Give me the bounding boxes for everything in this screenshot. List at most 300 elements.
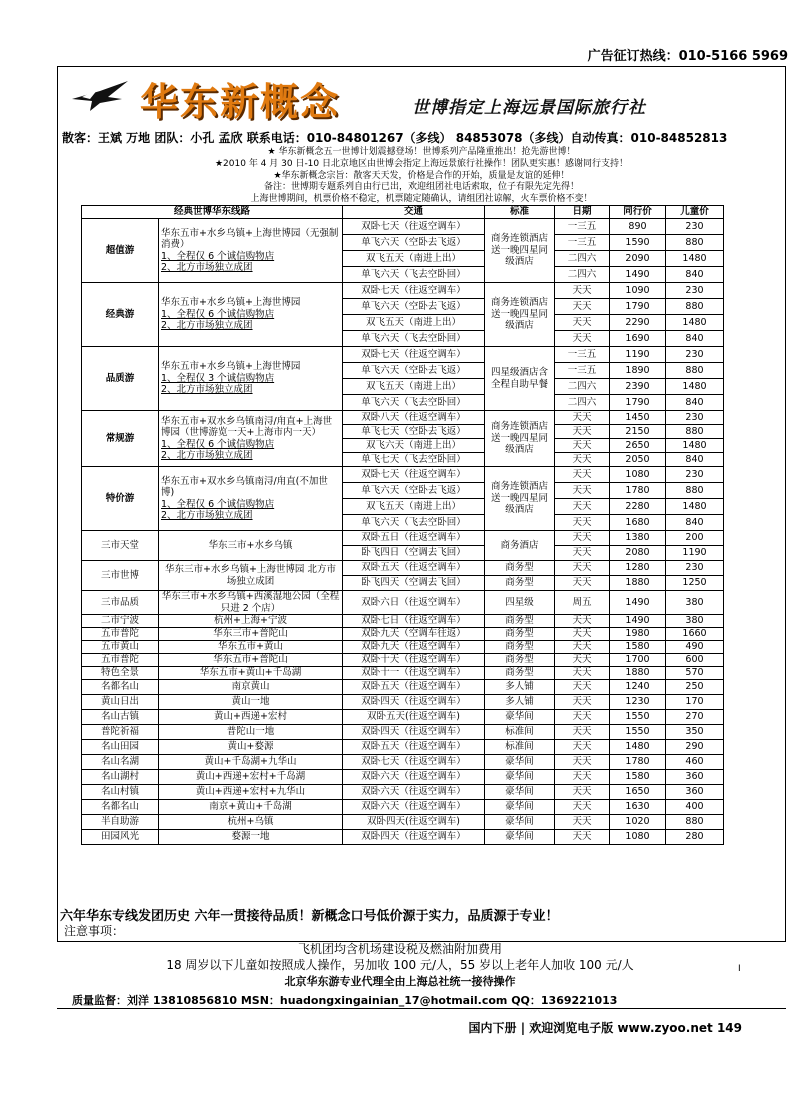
date-cell: 二四六 xyxy=(555,395,610,411)
transport-cell: 双卧六天（往返空调车） xyxy=(343,770,485,785)
short-route-desc: 普陀山一地 xyxy=(159,725,343,740)
transport-cell: 双卧四天(往返空调车) xyxy=(343,815,485,830)
price-cell: 1580 xyxy=(610,770,666,785)
header-price: 同行价 xyxy=(610,206,666,219)
short-route-name: 名都名山 xyxy=(82,680,159,695)
table-row xyxy=(82,815,724,830)
price-cell: 2050 xyxy=(610,453,666,467)
short-route-name: 半自助游 xyxy=(82,815,159,830)
header-date: 日期 xyxy=(555,206,610,219)
date-cell: 天天 xyxy=(555,740,610,755)
table-row xyxy=(82,219,724,235)
child-price-cell: 200 xyxy=(666,531,724,546)
header-child-price: 儿童价 xyxy=(666,206,724,219)
child-price-cell: 840 xyxy=(666,453,724,467)
price-cell: 1680 xyxy=(610,515,666,531)
standard-cell: 豪华间 xyxy=(485,770,555,785)
standard-cell: 商务型 xyxy=(485,615,555,628)
route-line: 1、全程仅 6 个诚信购物店 xyxy=(161,308,275,320)
short-route-name: 田园风光 xyxy=(82,830,159,845)
header-standard: 标准 xyxy=(485,206,555,219)
date-cell: 天天 xyxy=(555,800,610,815)
standard-cell: 豪华间 xyxy=(485,755,555,770)
route-cell xyxy=(159,467,343,531)
route-line: 华东五市+双水乡乌镇南浔/甪直(不加世博) xyxy=(161,475,328,498)
price-cell: 1190 xyxy=(610,347,666,363)
price-cell: 2290 xyxy=(610,315,666,331)
child-price-cell: 880 xyxy=(666,299,724,315)
price-cell: 1450 xyxy=(610,411,666,425)
child-price-cell: 380 xyxy=(666,591,724,615)
notice-line: 飞机团均含机场建设税及燃油附加费用 xyxy=(297,942,502,956)
child-price-cell: 230 xyxy=(666,467,724,483)
short-route-desc: 华东三市+水乡乌镇+上海世博园 北方市场独立成团 xyxy=(159,561,343,591)
date-cell: 一三五 xyxy=(555,347,610,363)
date-cell: 天天 xyxy=(555,710,610,725)
transport-cell: 单飞六天（飞去空卧回） xyxy=(343,267,485,283)
table-row xyxy=(82,725,724,740)
date-cell: 天天 xyxy=(555,331,610,347)
date-cell: 天天 xyxy=(555,641,610,654)
short-route-name: 三市品质 xyxy=(82,591,159,615)
short-route-name: 特色全景 xyxy=(82,667,159,680)
child-price-cell: 840 xyxy=(666,331,724,347)
date-cell: 天天 xyxy=(555,830,610,845)
transport-cell: 双卧七天（往返空调车） xyxy=(343,347,485,363)
child-price-cell: 460 xyxy=(666,755,724,770)
transport-cell: 卧飞四日（空调去飞回） xyxy=(343,546,485,561)
short-route-name: 黄山日出 xyxy=(82,695,159,710)
price-cell: 1780 xyxy=(610,755,666,770)
route-line: 华东五市+水乡乌镇+上海世博园 xyxy=(161,297,301,309)
category-cell: 超值游 xyxy=(82,219,159,283)
short-route-name: 名山村镇 xyxy=(82,785,159,800)
transport-cell: 双卧七日（往返空调车） xyxy=(343,615,485,628)
route-cell xyxy=(159,283,343,347)
route-line: 2、北方市场独立成团 xyxy=(161,384,253,396)
date-cell: 天天 xyxy=(555,283,610,299)
child-price-cell: 840 xyxy=(666,515,724,531)
transport-cell: 单飞六天（空卧去飞返） xyxy=(343,235,485,251)
child-price-cell: 250 xyxy=(666,680,724,695)
date-cell: 天天 xyxy=(555,815,610,830)
standard-cell: 商务连锁酒店送一晚四星同级酒店 xyxy=(485,411,555,467)
price-cell: 1790 xyxy=(610,299,666,315)
table-row xyxy=(82,785,724,800)
date-cell: 天天 xyxy=(555,483,610,499)
route-line: 1、全程仅 6 个诚信购物店 xyxy=(161,438,275,450)
transport-cell: 双飞五天（南进上出） xyxy=(343,251,485,267)
route-line: 1、全程仅 3 个诚信购物店 xyxy=(161,372,275,384)
child-price-cell: 230 xyxy=(666,219,724,235)
standard-cell: 商务连锁酒店送一晚四星同级酒店 xyxy=(485,467,555,531)
route-line: 2、北方市场独立成团 xyxy=(161,450,253,461)
price-cell: 1590 xyxy=(610,235,666,251)
transport-cell: 卧飞四天（空调去飞回） xyxy=(343,576,485,591)
child-price-cell: 1190 xyxy=(666,546,724,561)
date-cell: 周五 xyxy=(555,591,610,615)
price-cell: 1700 xyxy=(610,654,666,667)
price-cell: 1230 xyxy=(610,695,666,710)
price-cell: 890 xyxy=(610,219,666,235)
route-line: 1、全程仅 6 个诚信购物店 xyxy=(161,498,275,510)
child-price-cell: 600 xyxy=(666,654,724,667)
standard-cell: 商务酒店 xyxy=(485,531,555,561)
short-route-name: 名都名山 xyxy=(82,800,159,815)
route-line: 2、北方市场独立成团 xyxy=(161,262,253,273)
date-cell: 天天 xyxy=(555,546,610,561)
transport-cell: 单飞七天（飞去空卧回） xyxy=(343,453,485,467)
short-route-name: 三市世博 xyxy=(82,561,159,591)
date-cell: 天天 xyxy=(555,785,610,800)
child-price-cell: 570 xyxy=(666,667,724,680)
note-line: 上海世博期间，机票价格不稳定，机票随定随确认，请组团社谅解，火车票价格不变！ xyxy=(250,194,593,205)
table-row xyxy=(82,411,724,425)
child-price-cell: 1250 xyxy=(666,576,724,591)
standard-cell: 商务连锁酒店送一晚四星同级酒店 xyxy=(485,283,555,347)
child-price-cell: 380 xyxy=(666,615,724,628)
table-row xyxy=(82,800,724,815)
child-price-cell: 880 xyxy=(666,235,724,251)
route-line: 华东五市+水乡乌镇+上海世博园 xyxy=(161,361,301,373)
route-cell xyxy=(159,411,343,467)
ad-hotline: 广告征订热线：010-5166 5969 xyxy=(587,49,788,64)
short-route-desc: 华东三市+水乡乌镇 xyxy=(159,531,343,561)
table-row xyxy=(82,531,724,546)
transport-cell: 双卧十一（往返空调车） xyxy=(343,667,485,680)
transport-cell: 双卧十天（往返空调车） xyxy=(343,654,485,667)
transport-cell: 双卧六天（往返空调车） xyxy=(343,785,485,800)
short-route-desc: 黄山+西递+宏村+千岛湖 xyxy=(159,770,343,785)
table-row xyxy=(82,710,724,725)
standard-cell: 多人铺 xyxy=(485,695,555,710)
table-row xyxy=(82,561,724,576)
short-route-desc: 杭州+上海+宁波 xyxy=(159,615,343,628)
header-transport: 交通 xyxy=(343,206,485,219)
date-cell: 天天 xyxy=(555,299,610,315)
standard-cell: 商务型 xyxy=(485,561,555,576)
child-price-cell: 170 xyxy=(666,695,724,710)
note-line: ★华东新概念宗旨：散客天天发，价格是合作的开始，质量是友谊的延伸！ xyxy=(273,170,570,181)
transport-cell: 单飞六天（飞去空卧回） xyxy=(343,395,485,411)
short-route-name: 普陀祈福 xyxy=(82,725,159,740)
brand-subtitle: 世博指定上海远景国际旅行社 xyxy=(412,98,646,118)
price-cell: 1630 xyxy=(610,800,666,815)
price-cell: 1550 xyxy=(610,710,666,725)
route-line: 华东五市+水乡乌镇+上海世博园（无强制消费） xyxy=(161,227,339,250)
standard-cell: 商务型 xyxy=(485,628,555,641)
short-route-name: 五市普陀 xyxy=(82,654,159,667)
route-line: 1、全程仅 6 个诚信购物店 xyxy=(161,250,275,262)
child-price-cell: 360 xyxy=(666,770,724,785)
standard-cell: 豪华间 xyxy=(485,830,555,845)
transport-cell: 双卧九天（往返空调车） xyxy=(343,641,485,654)
child-price-cell: 880 xyxy=(666,815,724,830)
price-cell: 2280 xyxy=(610,499,666,515)
child-price-cell: 230 xyxy=(666,283,724,299)
short-route-name: 五市黄山 xyxy=(82,641,159,654)
short-route-name: 名山名湖 xyxy=(82,755,159,770)
child-price-cell: 1480 xyxy=(666,379,724,395)
standard-cell: 商务型 xyxy=(485,576,555,591)
table-row xyxy=(82,830,724,845)
date-cell: 一三五 xyxy=(555,235,610,251)
table-row xyxy=(82,770,724,785)
transport-cell: 双卧五天(往返空调车) xyxy=(343,710,485,725)
child-price-cell: 880 xyxy=(666,483,724,499)
price-cell: 2150 xyxy=(610,425,666,439)
price-cell: 1020 xyxy=(610,815,666,830)
price-cell: 1650 xyxy=(610,785,666,800)
transport-cell: 双卧五天（往返空调车） xyxy=(343,680,485,695)
child-price-cell: 840 xyxy=(666,395,724,411)
date-cell: 天天 xyxy=(555,315,610,331)
transport-cell: 双卧四天（往返空调车） xyxy=(343,695,485,710)
price-cell: 1080 xyxy=(610,830,666,845)
short-route-name: 名山古镇 xyxy=(82,710,159,725)
transport-cell: 双卧六天（往返空调车） xyxy=(343,800,485,815)
price-cell: 1690 xyxy=(610,331,666,347)
route-line: 2、北方市场独立成团 xyxy=(161,510,253,521)
table-row xyxy=(82,591,724,615)
date-cell: 天天 xyxy=(555,411,610,425)
standard-cell: 商务型 xyxy=(485,654,555,667)
price-cell: 2090 xyxy=(610,251,666,267)
short-route-desc: 黄山+千岛湖+九华山 xyxy=(159,755,343,770)
notice-label: 注意事项： xyxy=(64,924,125,938)
price-cell: 1090 xyxy=(610,283,666,299)
notice-line: 18 周岁以下儿童如按照成人操作，另加收 100 元/人，55 岁以上老年人加收 100 元/人 xyxy=(166,958,634,972)
standard-cell: 商务型 xyxy=(485,641,555,654)
transport-cell: 单飞七天（空卧去飞返） xyxy=(343,425,485,439)
child-price-cell: 230 xyxy=(666,347,724,363)
date-cell: 二四六 xyxy=(555,267,610,283)
transport-cell: 双飞五天（南进上出） xyxy=(343,499,485,515)
price-cell: 1550 xyxy=(610,725,666,740)
date-cell: 天天 xyxy=(555,561,610,576)
price-cell: 1490 xyxy=(610,591,666,615)
short-route-desc: 杭州+乌镇 xyxy=(159,815,343,830)
price-cell: 1980 xyxy=(610,628,666,641)
table-row xyxy=(82,615,724,628)
child-price-cell: 840 xyxy=(666,267,724,283)
standard-cell: 多人铺 xyxy=(485,680,555,695)
route-cell xyxy=(159,219,343,283)
child-price-cell: 290 xyxy=(666,740,724,755)
date-cell: 天天 xyxy=(555,576,610,591)
brand-name: 华东新概念 xyxy=(140,80,341,124)
transport-cell: 双卧八天（往返空调车） xyxy=(343,411,485,425)
date-cell: 天天 xyxy=(555,425,610,439)
short-route-name: 五市普陀 xyxy=(82,628,159,641)
category-cell: 经典游 xyxy=(82,283,159,347)
route-line: 华东五市+双水乡乌镇南浔/甪直+上海世博园（世博游览一天+上海市内一天） xyxy=(161,415,333,438)
price-cell: 1580 xyxy=(610,641,666,654)
transport-cell: 双飞六天（南进上出） xyxy=(343,439,485,453)
standard-cell: 四星级 xyxy=(485,591,555,615)
standard-cell: 豪华间 xyxy=(485,710,555,725)
date-cell: 天天 xyxy=(555,680,610,695)
transport-cell: 单飞六天（飞去空卧回） xyxy=(343,515,485,531)
price-cell: 1880 xyxy=(610,667,666,680)
date-cell: 天天 xyxy=(555,695,610,710)
child-price-cell: 270 xyxy=(666,710,724,725)
note-line: ★2010 年 4 月 30 日-10 日北京地区由世博会指定上海远景旅行社操作！团队更实惠！感谢同行支持！ xyxy=(214,158,629,169)
price-cell: 1780 xyxy=(610,483,666,499)
date-cell: 天天 xyxy=(555,439,610,453)
table-row xyxy=(82,755,724,770)
date-cell: 天天 xyxy=(555,615,610,628)
price-cell: 1890 xyxy=(610,363,666,379)
date-cell: 天天 xyxy=(555,453,610,467)
price-cell: 2390 xyxy=(610,379,666,395)
child-price-cell: 400 xyxy=(666,800,724,815)
price-cell: 1080 xyxy=(610,467,666,483)
date-cell: 二四六 xyxy=(555,251,610,267)
price-cell: 1790 xyxy=(610,395,666,411)
standard-cell: 商务型 xyxy=(485,667,555,680)
short-route-desc: 黄山+婺源 xyxy=(159,740,343,755)
table-row xyxy=(82,695,724,710)
price-cell: 1480 xyxy=(610,740,666,755)
transport-cell: 双卧七天（往返空调车） xyxy=(343,283,485,299)
price-cell: 2080 xyxy=(610,546,666,561)
child-price-cell: 490 xyxy=(666,641,724,654)
date-cell: 天天 xyxy=(555,531,610,546)
short-route-desc: 黄山+西递+宏村+九华山 xyxy=(159,785,343,800)
transport-cell: 双卧七天（往返空调车） xyxy=(343,755,485,770)
standard-cell: 豪华间 xyxy=(485,785,555,800)
price-cell: 1490 xyxy=(610,267,666,283)
category-cell: 品质游 xyxy=(82,347,159,411)
divider xyxy=(57,1008,786,1009)
date-cell: 天天 xyxy=(555,654,610,667)
short-route-desc: 南京黄山 xyxy=(159,680,343,695)
date-cell: 天天 xyxy=(555,515,610,531)
category-cell: 常规游 xyxy=(82,411,159,467)
bird-logo-icon xyxy=(70,77,130,113)
price-cell: 1380 xyxy=(610,531,666,546)
date-cell: 一三五 xyxy=(555,363,610,379)
price-cell: 2650 xyxy=(610,439,666,453)
transport-cell: 单飞六天（空卧去飞返） xyxy=(343,483,485,499)
short-route-name: 名山田园 xyxy=(82,740,159,755)
notice-line: 北京华东游专业代理全由上海总社统一接待操作 xyxy=(284,975,516,988)
table-row xyxy=(82,628,724,641)
table-row xyxy=(82,667,724,680)
slogan: 六年华东专线发团历史 六年一贯接待品质！新概念口号低价源于实力，品质源于专业！ xyxy=(60,909,559,924)
date-cell: 天天 xyxy=(555,667,610,680)
price-cell: 1240 xyxy=(610,680,666,695)
table-row xyxy=(82,283,724,299)
table-row xyxy=(82,641,724,654)
child-price-cell: 1480 xyxy=(666,439,724,453)
top-notes xyxy=(58,147,785,206)
child-price-cell: 350 xyxy=(666,725,724,740)
transport-cell: 单飞六天（空卧去飞返） xyxy=(343,363,485,379)
table-row xyxy=(82,654,724,667)
transport-cell: 双卧四天（往返空调车） xyxy=(343,830,485,845)
date-cell: 天天 xyxy=(555,725,610,740)
route-cell xyxy=(159,347,343,411)
transport-cell: 双卧五天（往返空调车） xyxy=(343,740,485,755)
transport-cell: 双卧七天（往返空调车） xyxy=(343,219,485,235)
route-price-table xyxy=(81,205,724,845)
category-cell: 特价游 xyxy=(82,467,159,531)
standard-cell: 豪华间 xyxy=(485,800,555,815)
standard-cell: 豪华间 xyxy=(485,815,555,830)
standard-cell: 四星级酒店含全程自助早餐 xyxy=(485,347,555,411)
header-route: 经典世博华东线路 xyxy=(82,206,343,219)
child-price-cell: 880 xyxy=(666,425,724,439)
transport-cell: 双卧七天（往返空调车） xyxy=(343,467,485,483)
transport-cell: 双飞五天（南进上出） xyxy=(343,315,485,331)
short-route-desc: 黄山一地 xyxy=(159,695,343,710)
table-row xyxy=(82,467,724,483)
date-cell: 天天 xyxy=(555,755,610,770)
short-route-desc: 婺源一地 xyxy=(159,830,343,845)
short-route-desc: 华东三市+普陀山 xyxy=(159,628,343,641)
transport-cell: 双卧四天（往返空调车） xyxy=(343,725,485,740)
route-line: 2、北方市场独立成团 xyxy=(161,320,253,332)
child-price-cell: 280 xyxy=(666,830,724,845)
child-price-cell: 230 xyxy=(666,561,724,576)
contact-line: 散客：王斌 万地 团队：小孔 孟欣 联系电话：010-84801267（多线） 84853078（多线）自动传真：010-84852813 xyxy=(62,131,728,145)
price-cell: 1280 xyxy=(610,561,666,576)
transport-cell: 双卧九天（空调车往返） xyxy=(343,628,485,641)
short-route-desc: 南京+黄山+千岛湖 xyxy=(159,800,343,815)
short-route-desc: 华东五市+黄山+千岛湖 xyxy=(159,667,343,680)
standard-cell: 标准间 xyxy=(485,740,555,755)
note-line: ★ 华东新概念五一世博计划震撼登场！世博系列产品隆重推出！抢先游世博！ xyxy=(267,147,576,157)
date-cell: 二四六 xyxy=(555,379,610,395)
corner-marker: I xyxy=(738,964,741,974)
table-row xyxy=(82,680,724,695)
child-price-cell: 1480 xyxy=(666,251,724,267)
short-route-desc: 黄山+西递+宏村 xyxy=(159,710,343,725)
table-row xyxy=(82,347,724,363)
transport-cell: 双飞五天（南进上出） xyxy=(343,379,485,395)
date-cell: 天天 xyxy=(555,628,610,641)
transport-cell: 双卧五日（往返空调车） xyxy=(343,531,485,546)
child-price-cell: 1480 xyxy=(666,315,724,331)
page-footer: 国内下册 | 欢迎浏览电子版 www.zyoo.net 149 xyxy=(468,1021,742,1035)
standard-cell: 标准间 xyxy=(485,725,555,740)
date-cell: 天天 xyxy=(555,467,610,483)
short-route-name: 三市天堂 xyxy=(82,531,159,561)
date-cell: 一三五 xyxy=(555,219,610,235)
quality-supervision: 质量监督：刘洋 13810856810 MSN：huadongxingainian_17@hotmail.com QQ：1369221013 xyxy=(72,994,618,1007)
standard-cell: 商务连锁酒店送一晚四星同级酒店 xyxy=(485,219,555,283)
price-cell: 1490 xyxy=(610,615,666,628)
short-route-desc: 华东五市+黄山 xyxy=(159,641,343,654)
child-price-cell: 230 xyxy=(666,411,724,425)
short-route-name: 名山湖村 xyxy=(82,770,159,785)
transport-cell: 单飞六天（飞去空卧回） xyxy=(343,331,485,347)
short-route-desc: 华东三市+水乡乌镇+西溪湿地公园（全程只进 2 个店） xyxy=(159,591,343,615)
short-route-name: 二市宁波 xyxy=(82,615,159,628)
transport-cell: 单飞六天（空卧去飞返） xyxy=(343,299,485,315)
price-cell: 1880 xyxy=(610,576,666,591)
child-price-cell: 1480 xyxy=(666,499,724,515)
short-route-desc: 华东五市+普陀山 xyxy=(159,654,343,667)
child-price-cell: 1660 xyxy=(666,628,724,641)
table-row xyxy=(82,740,724,755)
date-cell: 天天 xyxy=(555,770,610,785)
child-price-cell: 360 xyxy=(666,785,724,800)
note-line: 备注：世博期专题系列自由行已出，欢迎组团社电话索取，位子有限先定先得！ xyxy=(263,182,579,193)
date-cell: 天天 xyxy=(555,499,610,515)
